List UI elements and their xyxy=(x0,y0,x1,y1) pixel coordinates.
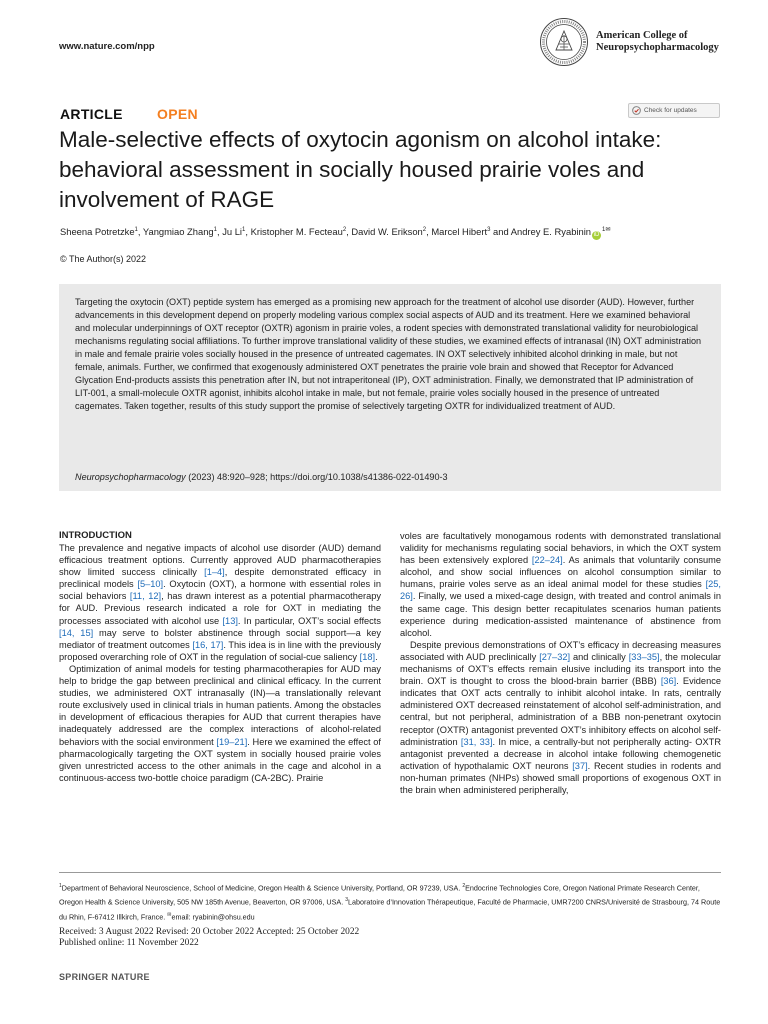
article-title: Male-selective effects of oxytocin agonism on alcohol intake: behavioral assessment in socially housed prairie voles and involvement of RAGE xyxy=(59,127,662,212)
affiliations xyxy=(59,880,721,923)
affiliation-number: 2 xyxy=(462,883,466,889)
author-affiliation-marker: 1✉ xyxy=(602,227,611,233)
journal-url[interactable]: www.nature.com/npp xyxy=(59,41,155,52)
affiliation-text: Laboratoire d’Innovation Thérapeutique, Faculté de Pharmacie, UMR7200 CNRS/Université de Strasbourg, 74 Route du Rhin, F-67412 Illkirch, France. xyxy=(59,897,721,922)
author-name[interactable]: Andrey E. Ryabinin xyxy=(510,226,592,238)
check-updates-icon xyxy=(632,106,641,115)
paragraph: voles are facultatively monogamous rodents with demonstrated translational validity for mechanisms regulating social behaviors, in which the OXT system has been extensively explored [22–24]. As animals that voluntarily consume alcohol, and show social influences on alcohol consumption similar to humans, prairie voles serve as an ideal animal model for these studies [25, 26]. Finally, we used a mixed-cage design, with treated and control animals in the same cage. This design better recapitulates scenarios human patients experience during medication-assisted maintenance of abstinence from alcohol. xyxy=(400,531,722,638)
author-name[interactable]: Kristopher M. Fecteau xyxy=(250,226,343,238)
author-affiliation-marker: 2 xyxy=(342,227,347,233)
article-type-label: ARTICLE xyxy=(60,106,123,122)
reference-link[interactable]: [19–21] xyxy=(216,736,248,747)
published-date: Published online: 11 November 2022 xyxy=(59,938,199,948)
reference-link[interactable]: [16, 17] xyxy=(192,639,224,650)
orcid-icon[interactable]: iD xyxy=(593,232,600,239)
publication-dates xyxy=(59,927,359,949)
reference-link[interactable]: [1–4] xyxy=(204,567,225,578)
author-affiliation-marker: 1 xyxy=(213,227,217,233)
affiliation-text[interactable]: email: ryabinin@ohsu.edu xyxy=(171,912,255,922)
open-access-label: OPEN xyxy=(157,106,198,122)
author-name[interactable]: Ju Li xyxy=(222,226,243,238)
check-updates-label: Check for updates xyxy=(644,107,697,114)
copyright-notice: © The Author(s) 2022 xyxy=(60,254,147,264)
citation-line xyxy=(75,472,448,482)
reference-link[interactable]: [22–24] xyxy=(531,555,563,566)
reference-link[interactable]: [5–10] xyxy=(137,579,164,590)
affiliation-number: 1 xyxy=(59,883,62,889)
journal-name-line2: Neuropsychopharmacology xyxy=(596,42,719,53)
affiliation-text: Department of Behavioral Neuroscience, School of Medicine, Oregon Health & Science University, Portland, OR 97239, USA. xyxy=(61,883,463,893)
journal-name-line1: American College of xyxy=(596,30,688,41)
reference-link[interactable]: [14, 15] xyxy=(59,627,94,638)
paragraph: Optimization of animal models for testing pharmacotherapies for AUD may help to bridge the gap between preclinical and clinical efficacy. In the current studies, we administered OXT intranasally (IN)—a translationally relevant route exclusively used in clinical trials in human patients. Among the obstacles in development of efficacious therapies for AUD that current therapies have inadequately addressed are the complex interactions of alcohol-related behaviors with the social environment [19–21]. Here we examined the effect of pharmacologically targeting the OXT system in socially housed prairie voles given unrestricted access to the other animals in the cage and alcohol in a continuous-access two-bottle choice paradigm (CA-2BC). Prairie xyxy=(59,663,381,783)
author-affiliation-marker: 3 xyxy=(487,227,491,233)
reference-link[interactable]: [33–35] xyxy=(628,651,660,662)
author-name[interactable]: Yangmiao Zhang xyxy=(142,226,214,238)
reference-link[interactable]: [18] xyxy=(359,651,376,662)
author-affiliation-marker: 1 xyxy=(134,227,138,233)
abstract-text: Targeting the oxytocin (OXT) peptide system has emerged as a promising new approach for the treatment of alcohol use disorder (AUD). However, further advancements in this development depend on properly modeling various complex social aspects of AUD and its treatment. Here we examined behavioral and molecular underpinnings of OXT receptor (OXTR) agonism in prairie voles, a rodent species with demonstrated translational validity for neurobiological mechanisms regulating social affiliations. To further improve translational validity of these studies, we examined effects of intranasal (IN) OXT administration in male and female prairie voles socially housed in the presence of untreated cagemates. IN OXT selectively inhibited alcohol drinking in male, but not female, animals. Further, we confirmed that exogenously administered OXT penetrates the prairie vole brain and showed that Receptor for Advanced Glycation End-products assists this penetration after IN, but not intraperitoneal (IP), OXT administration. Finally, we demonstrated that IP administration of LIT-001, a small-molecule OXTR agonist, inhibits alcohol intake in male, but not female, prairie voles socially housed in the presence of untreated cagemates. Taken together, results of this study support the promise of selectively targeting OXTR for individualized treatment of AUD. xyxy=(75,297,702,411)
author-name[interactable]: David W. Erikson xyxy=(351,226,423,238)
abstract-box xyxy=(59,284,721,491)
author-name[interactable]: Sheena Potretzke xyxy=(60,226,135,238)
reference-link[interactable]: [11, 12] xyxy=(129,591,162,602)
affiliation-number: ✉ xyxy=(167,911,172,918)
footnote-divider xyxy=(59,872,721,873)
reference-link[interactable]: [27–32] xyxy=(539,651,571,662)
body-right-column xyxy=(400,530,721,796)
society-seal-icon xyxy=(539,17,589,67)
citation-journal: Neuropsychopharmacology xyxy=(75,472,186,482)
reference-link[interactable]: [31, 33] xyxy=(460,736,493,747)
received-dates: Received: 3 August 2022 Revised: 20 October 2022 Accepted: 25 October 2022 xyxy=(59,927,360,937)
affiliation-text: Endocrine Technologies Core, Oregon National Primate Research Center, Oregon Health & Science University, 505 NW 185th Avenue, Beaverton, OR 97006, USA. xyxy=(59,883,700,907)
reference-link[interactable]: [25, 26] xyxy=(400,579,721,602)
author-name[interactable]: Marcel Hibert xyxy=(431,226,488,238)
reference-link[interactable]: [36] xyxy=(660,676,677,687)
check-for-updates-button[interactable] xyxy=(628,103,720,118)
publisher-logo: SPRINGER NATURE xyxy=(59,972,150,982)
journal-name xyxy=(596,30,719,54)
citation-details[interactable]: (2023) 48:920–928; https://doi.org/10.1038/s41386-022-01490-3 xyxy=(185,472,448,482)
paragraph: The prevalence and negative impacts of alcohol use disorder (AUD) demand efficacious treatment options. Currently approved AUD pharmacotherapies show limited success clinically [1–4], despite demonstrated efficacy in preclinical models [5–10]. Oxytocin (OXT), a hormone with essential roles in social behaviors [11, 12], has drawn interest as a potential pharmacotherapy for AUD. Previous research indicated a role for OXT in mediating the processes associated with alcohol use [13]. In particular, OXT’s social effects [14, 15] may serve to bolster abstinence through social support—a key mediator of treatment outcomes [16, 17]. This idea is in line with the previously proposed overarching role of OXT in the regulation of social-cue saliency [18]. xyxy=(59,543,382,662)
section-heading-introduction: INTRODUCTION xyxy=(59,530,132,541)
affiliation-number: 3 xyxy=(345,897,348,904)
reference-link[interactable]: [13] xyxy=(222,615,238,626)
body-left-column xyxy=(59,530,381,784)
reference-link[interactable]: [37] xyxy=(572,760,588,771)
author-affiliation-marker: 1 xyxy=(242,227,246,233)
author-affiliation-marker: 2 xyxy=(422,227,427,233)
journal-logo xyxy=(539,17,719,69)
paragraph: Despite previous demonstrations of OXT’s efficacy in decreasing measures associated with AUD preclinically [27–32] and clinically [33–35], the molecular mechanisms of OXT’s effects remain elusive including its transport into the brain. OXT is thought to cross the blood-brain barrier (BBB) [36]. Evidence indicates that OXT acts centrally to inhibit alcohol intake. In rats, centrally administered OXT decreased reinstatement of alcohol self-administration, and central, but not peripheral, administration of a BBB non-penetrant oxytocin receptor (OXTR) antagonist prevented OXT’s inhibitory effects on alcohol self-administration [31, 33]. In mice, a centrally-but not peripherally acting- OXTR antagonist prevented a decrease in alcohol intake following chemogenetic activation of hypothalamic OXT neurons [37]. Recent studies in rodents and non-human primates (NHPs) showed small proportions of exogenous OXT in the brain when administered peripherally, xyxy=(400,639,722,795)
author-list: Sheena Potretzke$^1$, Yangmiao Zhang$^1$, Ju Li$^1$, Kristopher M. Fecteau$^2$, David W. Erikson$^2$, Marcel Hibert$^3$ and Andrey E. Ryabinin $iD^{1✉}$ xyxy=(60,226,611,239)
